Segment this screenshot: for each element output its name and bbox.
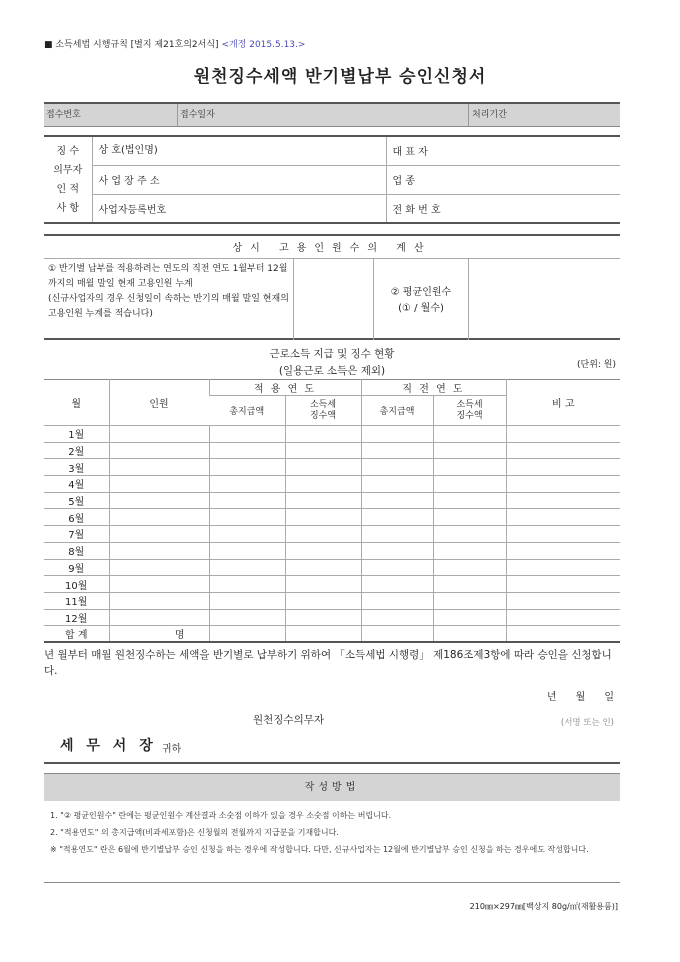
guide-title: 작성방법 [44,773,620,801]
total-row [44,626,620,643]
current-tax-field[interactable] [285,509,361,526]
month-label: 1월 [44,426,109,443]
previous-tax-field[interactable] [433,559,506,576]
previous-tax-field[interactable] [433,492,506,509]
phone-label: 전 화 번 호 [386,194,470,223]
current-pay-field[interactable] [209,476,285,493]
month-label: 7월 [44,526,109,543]
current-pay-field[interactable] [209,609,285,626]
month-label: 9월 [44,559,109,576]
application-statement: 년 월부터 매월 원천징수하는 세액을 반기별로 납부하기 위하여 「소득세법 시행령」 제186조제3항에 따라 승인을 신청합니다. [44,649,612,677]
previous-tax-field[interactable] [433,459,506,476]
note-field[interactable] [506,426,620,443]
note-field[interactable] [506,509,620,526]
previous-tax-field[interactable] [433,426,506,443]
previous-pay-field[interactable] [361,442,433,459]
month-label: 11월 [44,592,109,609]
guide-item-2: 2. "적용연도" 의 총지급액(비과세포함)은 신청월의 전월까지 지급분을 기재합니다. [50,828,339,837]
business-type-field[interactable] [470,165,620,194]
current-tax-field[interactable] [285,492,361,509]
processing-period-label: 처리기간 [472,110,507,120]
previous-total-pay-header: 총지급액 [361,396,433,426]
representative-field[interactable] [470,136,620,165]
employee-total-field[interactable] [294,259,374,340]
current-tax-field[interactable] [285,576,361,593]
table-row [44,576,620,593]
table-row [44,476,620,493]
previous-tax-field[interactable] [433,476,506,493]
current-pay-field[interactable] [209,459,285,476]
total-current-tax[interactable] [285,626,361,643]
current-total-pay-header: 총지급액 [209,396,285,426]
previous-pay-field[interactable] [361,576,433,593]
previous-pay-field[interactable] [361,492,433,509]
previous-tax-field[interactable] [433,576,506,593]
paper-spec: 210㎜×297㎜[백상지 80g/㎡(재활용품)] [469,902,618,911]
current-pay-field[interactable] [209,526,285,543]
employee-calc-section [44,259,620,340]
persons-field[interactable] [109,592,209,609]
previous-pay-field[interactable] [361,592,433,609]
table-row [44,542,620,559]
withholder-info-table [44,135,620,224]
recipient-office: 세 무 서 장 [60,738,157,754]
previous-pay-field[interactable] [361,559,433,576]
month-label: 4월 [44,476,109,493]
application-date[interactable]: 년 월 일 [546,692,614,703]
current-pay-field[interactable] [209,442,285,459]
persons-field[interactable] [109,426,209,443]
previous-tax-field[interactable] [433,526,506,543]
recipient-suffix: 귀하 [162,744,182,755]
persons-field[interactable] [109,609,209,626]
divider [44,762,620,764]
note-field[interactable] [506,559,620,576]
col-note-header: 비 고 [506,380,620,426]
total-persons-field[interactable]: 명 [109,626,209,643]
current-tax-field[interactable] [285,559,361,576]
table-row [44,559,620,576]
receipt-date-label: 접수일자 [180,110,215,120]
current-tax-field[interactable] [285,442,361,459]
total-note[interactable] [506,626,620,643]
total-previous-tax[interactable] [433,626,506,643]
previous-pay-field[interactable] [361,509,433,526]
persons-field[interactable] [109,459,209,476]
receipt-row [44,102,620,127]
previous-pay-field[interactable] [361,426,433,443]
revision-date: <개정 2015.5.13.> [221,40,306,50]
current-tax-field[interactable] [285,609,361,626]
representative-label: 대 표 자 [386,136,470,165]
note-field[interactable] [506,542,620,559]
payment-table [44,379,620,643]
persons-field[interactable] [109,559,209,576]
month-label: 10월 [44,576,109,593]
withholder-section-label: 징 수 의무자 인 적 사 항 [44,136,92,223]
current-pay-field[interactable] [209,492,285,509]
previous-pay-field[interactable] [361,526,433,543]
previous-tax-field[interactable] [433,592,506,609]
registration-number-field[interactable]: 사업자등록번호 [92,194,386,223]
receipt-number-label: 접수번호 [46,110,81,120]
month-label: 6월 [44,509,109,526]
employee-total-description: ① 반기별 납부를 적용하려는 연도의 직전 연도 1월부터 12월까지의 매월 말일 현재 고용인원 누계 (신규사업자의 경우 신청일이 속하는 반기의 매월 말일 현재의 고용인원 누계를 적습니다) [44,259,294,340]
previous-pay-field[interactable] [361,476,433,493]
guide-item-1: 1. "② 평균인원수" 란에는 평균인원수 계산결과 소숫점 이하가 있을 경우 소숫점 이하는 버립니다. [50,811,392,820]
current-tax-field[interactable] [285,592,361,609]
month-label: 3월 [44,459,109,476]
current-tax-header: 소득세 징수액 [285,396,361,426]
persons-field[interactable] [109,442,209,459]
note-field[interactable] [506,459,620,476]
col-month-header: 월 [44,380,109,426]
business-address-field[interactable]: 사 업 장 주 소 [92,165,386,194]
table-row [44,492,620,509]
previous-pay-field[interactable] [361,459,433,476]
business-type-label: 업 종 [386,165,470,194]
law-reference: ■ 소득세법 시행규칙 [별지 제21호의2서식] [44,40,219,50]
page-title: 원천징수세액 반기별납부 승인신청서 [193,67,487,87]
persons-field[interactable] [109,542,209,559]
total-previous-pay[interactable] [361,626,433,643]
note-field[interactable] [506,476,620,493]
previous-tax-field[interactable] [433,542,506,559]
note-field[interactable] [506,576,620,593]
current-pay-field[interactable] [209,576,285,593]
employee-calc-title: 상시 고용인원수의 계산 [44,234,620,259]
signature-field[interactable]: (서명 또는 인) [560,718,614,728]
persons-field[interactable] [109,476,209,493]
payment-table-title: 근로소득 지급 및 징수 현황 [269,348,395,360]
note-field[interactable] [506,492,620,509]
previous-tax-field[interactable] [433,442,506,459]
current-tax-field[interactable] [285,459,361,476]
note-field[interactable] [506,609,620,626]
table-row [44,426,620,443]
persons-field[interactable] [109,576,209,593]
unit-label: (단위: 원) [577,360,616,370]
current-pay-field[interactable] [209,509,285,526]
previous-tax-field[interactable] [433,509,506,526]
company-name-field[interactable]: 상 호(법인명) [92,136,386,165]
current-pay-field[interactable] [209,426,285,443]
payment-table-subtitle: (일용근로 소득은 제외) [278,365,386,377]
form-reference [44,37,305,50]
total-current-pay[interactable] [209,626,285,643]
persons-field[interactable] [109,492,209,509]
persons-field[interactable] [109,526,209,543]
previous-tax-field[interactable] [433,609,506,626]
table-row [44,442,620,459]
guide-item-note: ※ "적용연도" 란은 6월에 반기별납부 승인 신청을 하는 경우에 작성합니다. 다만, 신규사업자는 12월에 반기별납부 승인 신청을 하는 경우에도 작성합니다. [50,845,589,854]
table-row [44,459,620,476]
month-label: 5월 [44,492,109,509]
previous-pay-field[interactable] [361,609,433,626]
phone-field[interactable] [470,194,620,223]
note-field[interactable] [506,592,620,609]
table-row [44,526,620,543]
col-current-year-header: 적 용 연 도 [209,380,361,396]
current-tax-field[interactable] [285,426,361,443]
month-label: 8월 [44,542,109,559]
payment-table-heading [44,346,620,380]
table-row [44,609,620,626]
current-pay-field[interactable] [209,542,285,559]
average-employees-label: ② 평균인원수 (① / 월수) [374,259,469,340]
current-pay-field[interactable] [209,559,285,576]
previous-tax-header: 소득세 징수액 [433,396,506,426]
current-tax-field[interactable] [285,476,361,493]
persons-field[interactable] [109,509,209,526]
previous-pay-field[interactable] [361,542,433,559]
month-label: 2월 [44,442,109,459]
note-field[interactable] [506,442,620,459]
average-employees-field[interactable] [469,259,620,340]
current-tax-field[interactable] [285,526,361,543]
total-label: 합 계 [44,626,109,643]
col-previous-year-header: 직 전 연 도 [361,380,506,396]
month-label: 12월 [44,609,109,626]
col-persons-header: 인원 [109,380,209,426]
applicant-label: 원천징수의무자 [253,714,325,726]
table-row [44,592,620,609]
current-tax-field[interactable] [285,542,361,559]
current-pay-field[interactable] [209,592,285,609]
table-row [44,509,620,526]
note-field[interactable] [506,526,620,543]
footer-divider [44,882,620,883]
